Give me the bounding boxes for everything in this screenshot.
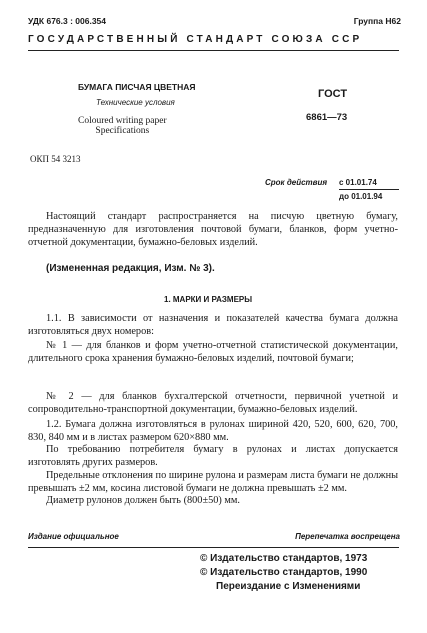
group-code: Группа Н62	[353, 16, 401, 26]
english-subtitle-line: Specifications	[95, 126, 150, 136]
clause-1-1: 1.1. В зависимости от назначения и показателей качества бумага должна изготовляться двух номеров:	[28, 313, 398, 337]
footer-rule	[28, 547, 399, 548]
reprint-prohibited-label: Перепечатка воспрещена	[295, 532, 400, 541]
clause-1-2-deviations: Предельные отклонения по ширине рулона и размерам листа бумаги не должны превышать ±2 мм, косина листовой бумаги не должна превышать ±2 мм.	[28, 470, 398, 494]
document-subtitle: Технические условия	[96, 98, 175, 107]
udc-code: УДК 676.3 : 006.354	[28, 16, 107, 26]
official-edition-label: Издание официальное	[28, 532, 119, 541]
okp-code: ОКП 54 3213	[30, 154, 81, 164]
clause-1-1-grade-1: № 1 — для бланков и форм учетно-отчетной статистической документации, длительного срока хранения бумажно-беловых изделий, почтовой бумаги;	[28, 340, 398, 364]
clause-1-2: 1.2. Бумага должна изготовляться в рулонах шириной 420, 520, 600, 620, 700, 830, 840 мм и в листах размером 620×880 мм.	[28, 419, 398, 443]
validity-from: с 01.01.74	[339, 178, 377, 187]
gost-label: ГОСТ	[318, 88, 348, 100]
gost-number: 6861—73	[306, 112, 348, 123]
english-title-line: Coloured writing paper	[78, 116, 167, 126]
header-rule	[28, 50, 399, 51]
section-title: 1. МАРКИ И РАЗМЕРЫ	[164, 295, 253, 304]
copyright-1973: © Издательство стандартов, 1973	[200, 553, 368, 564]
copyright-1990: © Издательство стандартов, 1990	[200, 567, 368, 578]
clause-1-1-grade-2: № 2 — для бланков бухгалтерской отчетности, первичной учетной и сопроводительно-транспортной документации, бумажно-беловых изделий.	[28, 391, 398, 415]
reissue-note: Переиздание с Изменениями	[216, 581, 361, 592]
clause-1-2-diameter: Диаметр рулонов должен быть (800±50) мм.	[46, 495, 241, 506]
scope-paragraph: Настоящий стандарт распространяется на писчую цветную бумагу, предназначенную для изготовления почтовой бумаги, бланков, форм учетно-отчетной документации, бумажно-беловых изделий.	[28, 211, 398, 248]
state-standard-heading: ГОСУДАРСТВЕННЫЙ СТАНДАРТ СОЮЗА ССР	[28, 34, 363, 45]
amendment-note: (Измененная редакция, Изм. № 3).	[46, 263, 215, 274]
english-title	[78, 116, 167, 136]
validity-label: Срок действия	[265, 178, 328, 187]
validity-divider	[339, 189, 399, 190]
document-title: БУМАГА ПИСЧАЯ ЦВЕТНАЯ	[78, 82, 196, 92]
clause-1-2-custom-sizes: По требованию потребителя бумагу в рулонах и листах допускается изготовлять других размеров.	[28, 444, 398, 468]
validity-to: до 01.01.94	[339, 192, 383, 201]
